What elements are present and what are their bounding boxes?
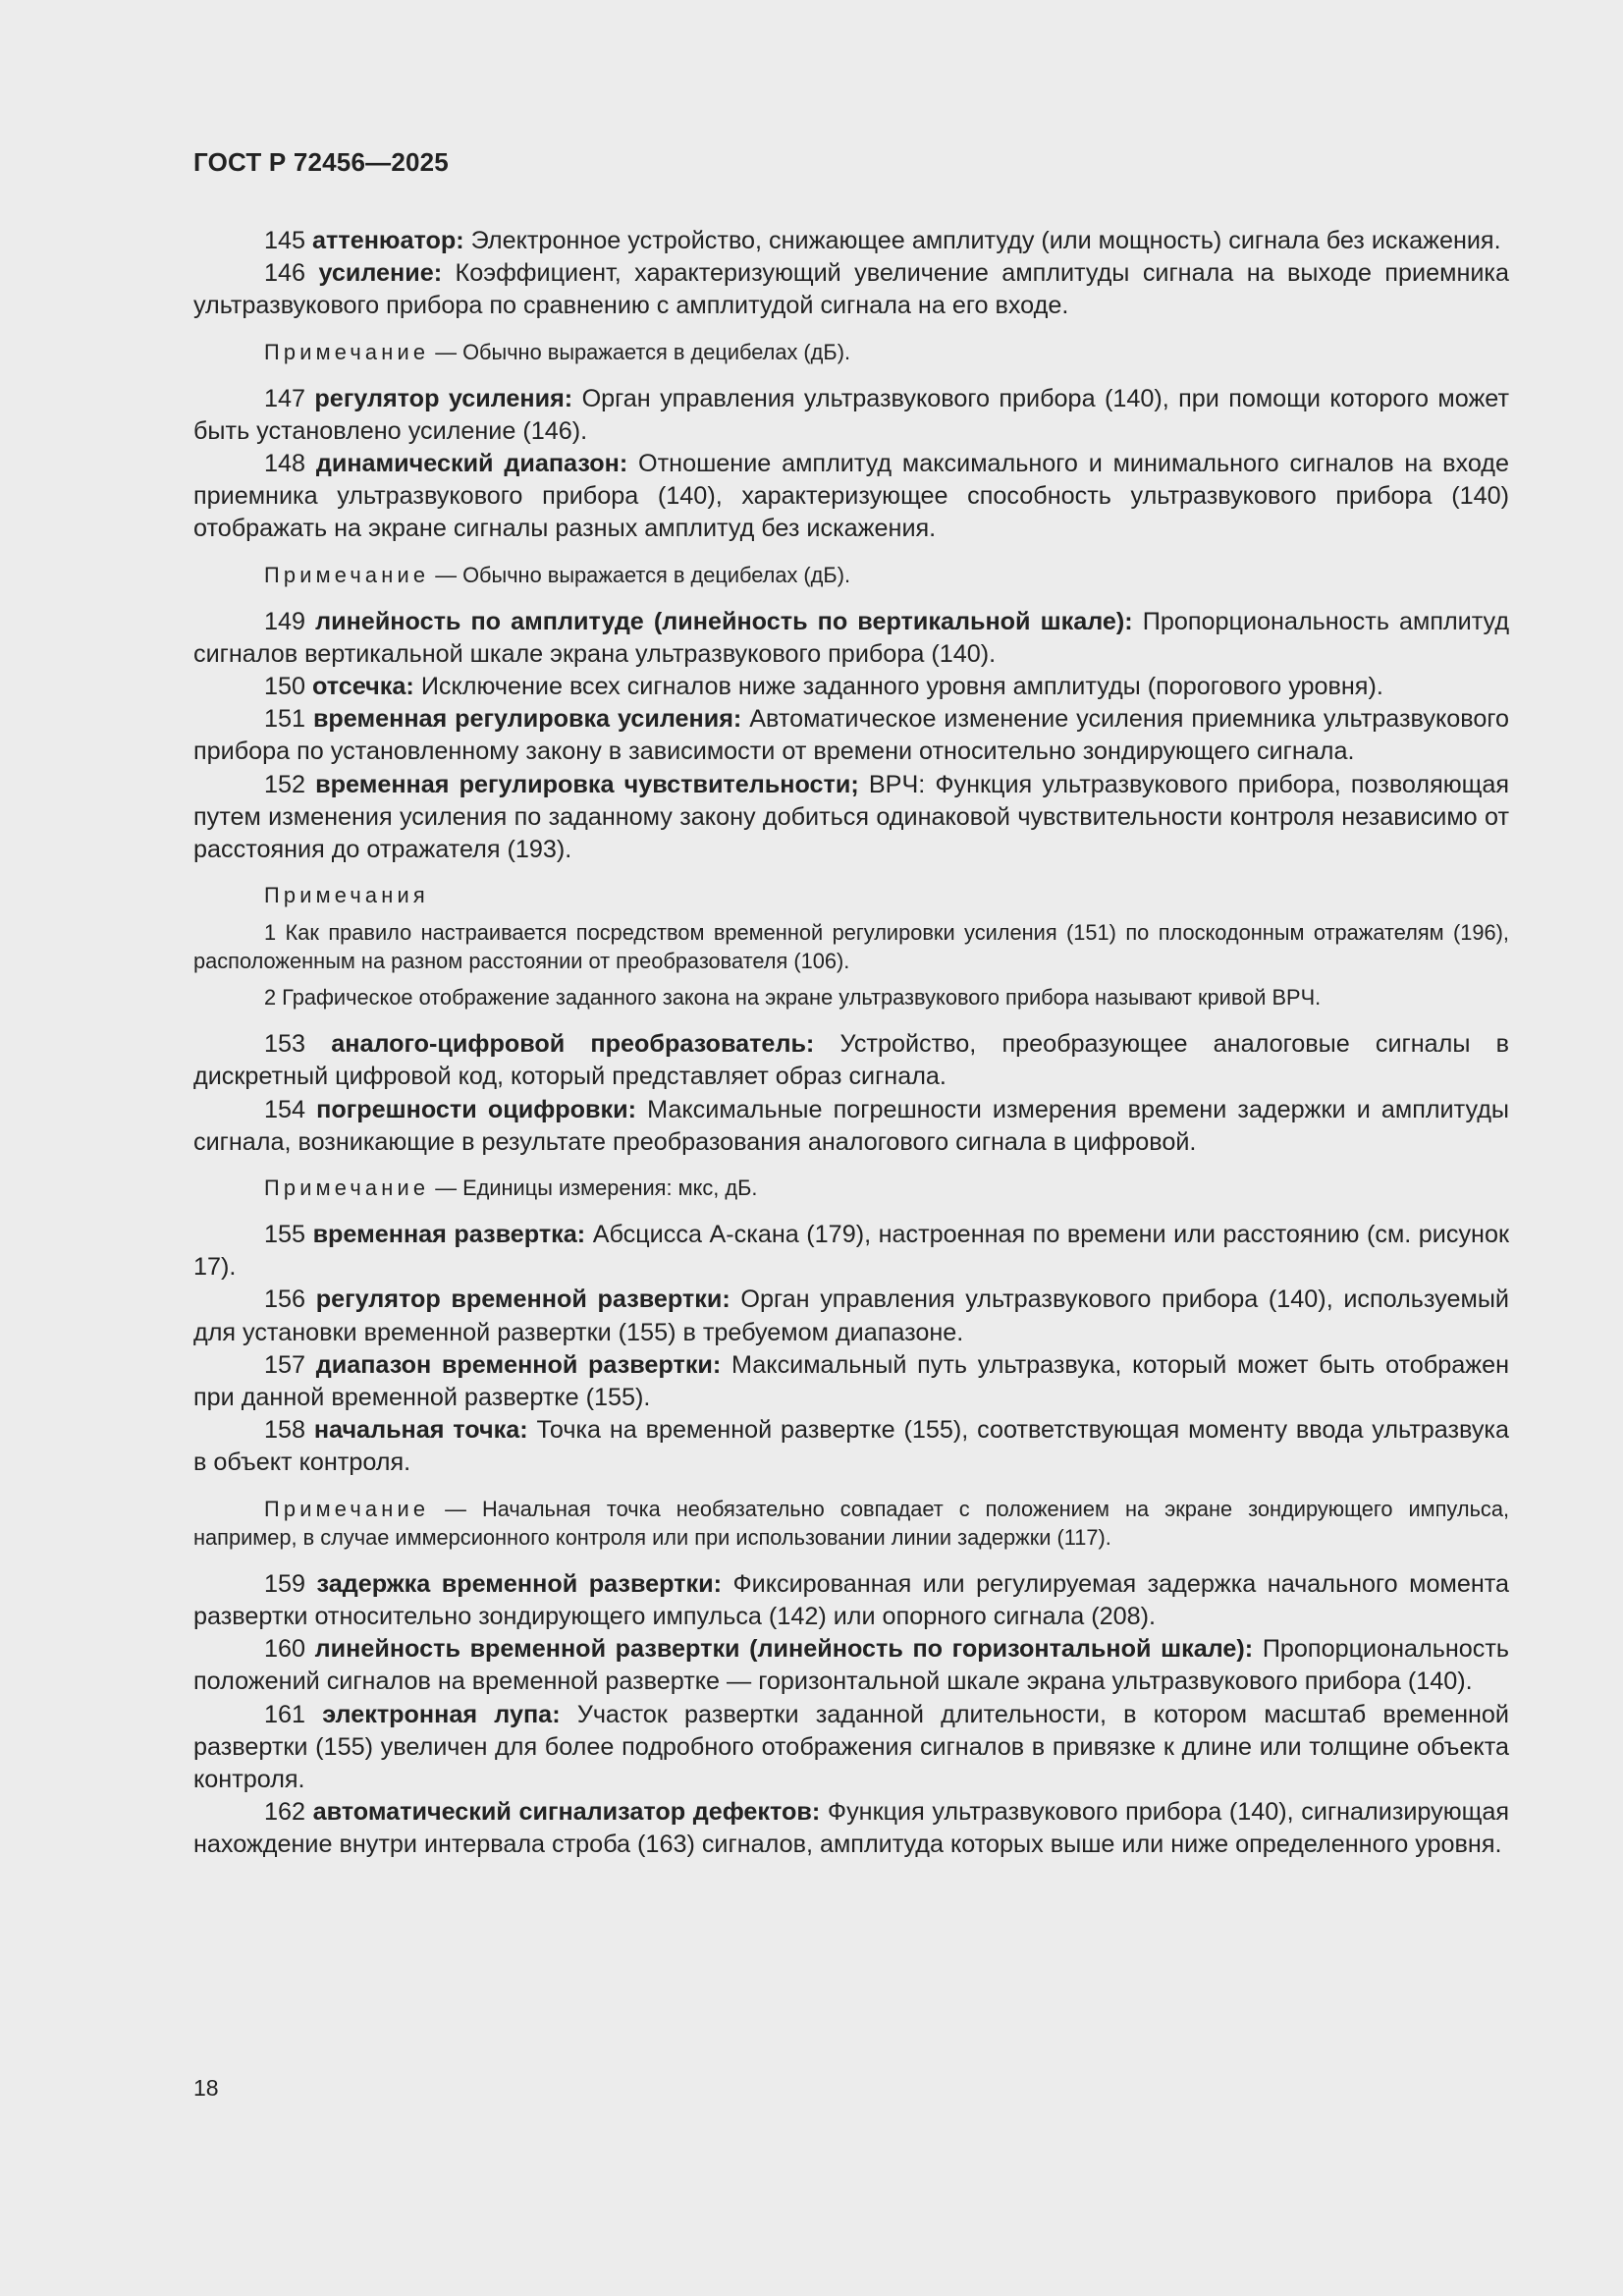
term-number: 162	[264, 1798, 306, 1827]
term-number: 148	[264, 450, 306, 478]
term-number: 147	[264, 384, 306, 412]
term-definition: Орган управления ультразвукового прибора (140), используемый для установки временной развертки (155) в требуемом диапазоне.	[193, 1285, 1509, 1346]
term-entry	[193, 671, 1509, 703]
note-label: Примечание	[264, 1175, 430, 1201]
note	[193, 561, 1509, 589]
term-definition: Коэффициент, характеризующий увеличение амплитуды сигнала на выходе приемника ультразвукового прибора по сравнению с амплитудой сигнала на его входе.	[193, 259, 1510, 320]
term-number: 153	[264, 1030, 306, 1059]
term-entry	[193, 1094, 1509, 1159]
note-block	[193, 561, 1509, 589]
term-definition: Исключение всех сигналов ниже заданного уровня амплитуды (порогового уровня).	[420, 673, 1383, 701]
term-definition: Точка на временной развертке (155), соответствующая моменту ввода ультразвука в объект контроля.	[193, 1416, 1510, 1477]
term-number: 154	[264, 1095, 306, 1123]
term-entry	[193, 257, 1509, 322]
term-number: 156	[264, 1285, 306, 1314]
term-title: задержка временной развертки:	[316, 1569, 722, 1598]
term-definition: Электронное устройство, снижающее амплитуду (или мощность) сигнала без искажения.	[470, 227, 1501, 254]
term-title: автоматический сигнализатор дефектов:	[312, 1798, 821, 1827]
term-definition: Пропорциональность положений сигналов на временной развертке — горизонтальной шкале экрана ультразвукового прибора (140).	[193, 1635, 1509, 1696]
term-number: 157	[264, 1350, 306, 1379]
term-number: 160	[264, 1635, 306, 1664]
note-label: Примечание	[264, 339, 430, 364]
term-entry	[193, 1349, 1509, 1414]
notes-label: Примечания	[264, 883, 429, 908]
term-title: линейность по амплитуде (линейность по вертикальной шкале):	[315, 607, 1133, 635]
term-title: диапазон временной развертки:	[315, 1350, 722, 1379]
document-header: ГОСТ Р 72456—2025	[193, 147, 449, 177]
term-number: 152	[264, 770, 306, 798]
note-label: Примечание	[264, 1496, 430, 1521]
term-definition: Функция ультразвукового прибора (140), сигнализирующая нахождение внутри интервала строба (163) сигналов, амплитуда которых выше или ниже определенного уровня.	[193, 1798, 1510, 1859]
note-text: — Обычно выражается в децибелах (дБ).	[435, 339, 851, 364]
notes-block	[193, 881, 1509, 1011]
note-text: — Единицы измерения: мкс, дБ.	[435, 1175, 758, 1201]
term-title: электронная лупа:	[322, 1700, 561, 1728]
term-title: аттенюатор:	[312, 227, 464, 254]
term-title: линейность временной развертки (линейность по горизонтальной шкале):	[314, 1635, 1254, 1664]
term-title: начальная точка:	[313, 1416, 528, 1445]
note-item: 1 Как правило настраивается посредством временной регулировки усиления (151) по плоскодонным отражателям (196), расположенным на разном расстоянии от преобразователя (106).	[193, 920, 1509, 974]
term-definition: Участок развертки заданной длительности, в котором масштаб временной развертки (155) увеличен для более подробного отображения сигналов в привязке к длине или толщине объекта контроля.	[193, 1700, 1509, 1793]
term-title: отсечка:	[312, 673, 414, 701]
term-entry	[193, 703, 1509, 768]
term-number: 146	[264, 259, 306, 288]
notes-heading	[193, 881, 1509, 909]
term-definition: Пропорциональность амплитуд сигналов вертикальной шкале экрана ультразвукового прибора (140).	[193, 607, 1510, 668]
note	[193, 1174, 1509, 1202]
term-title: временная развертка:	[312, 1221, 586, 1249]
term-title: регулятор усиления:	[314, 384, 573, 412]
term-entry	[193, 1633, 1509, 1698]
note-label: Примечание	[264, 562, 430, 587]
note-block	[193, 338, 1509, 366]
term-definition: ВРЧ: Функция ультразвукового прибора, позволяющая путем изменения усиления по заданному закону добиться одинаковой чувствительности контроля независимо от расстояния до отражателя (193).	[193, 770, 1509, 864]
note-block	[193, 1495, 1509, 1552]
note-text: — Обычно выражается в децибелах (дБ).	[435, 562, 851, 587]
term-number: 145	[264, 227, 306, 254]
term-definition: Отношение амплитуд максимального и минимального сигналов на входе приемника ультразвукового прибора (140), характеризующее способность ультразвукового прибора (140) отображать на экране сигналы разных амплитуд без искажения.	[193, 450, 1509, 543]
term-definition: Фиксированная или регулируемая задержка начального момента развертки относительно зондирующего импульса (142) или опорного сигнала (208).	[193, 1569, 1509, 1630]
term-entry	[193, 448, 1509, 546]
term-number: 155	[264, 1221, 306, 1249]
term-number: 149	[264, 607, 306, 635]
term-title: динамический диапазон:	[315, 450, 628, 478]
term-entry	[193, 1796, 1509, 1861]
term-entry	[193, 769, 1509, 867]
term-definition: Абсцисса А-скана (179), настроенная по времени или расстоянию (см. рисунок 17).	[193, 1221, 1509, 1282]
document-body	[193, 225, 1509, 1862]
term-title: регулятор временной развертки:	[315, 1285, 730, 1314]
term-number: 150	[264, 673, 306, 701]
term-entry	[193, 1568, 1509, 1633]
page-number: 18	[193, 2075, 219, 2101]
term-title: временная регулировка чувствительности;	[315, 770, 859, 798]
term-entry	[193, 1028, 1509, 1093]
term-definition: Максимальные погрешности измерения времени задержки и амплитуды сигнала, возникающие в результате преобразования аналогового сигнала в цифровой.	[193, 1095, 1510, 1156]
term-entry	[193, 1284, 1509, 1348]
term-title: усиление:	[318, 259, 443, 288]
term-definition: Орган управления ультразвукового прибора (140), при помощи которого может быть установлено усиление (146).	[193, 384, 1510, 445]
term-title: аналого-цифровой преобразователь:	[331, 1030, 815, 1059]
term-entry	[193, 1414, 1509, 1479]
term-number: 158	[264, 1416, 306, 1445]
term-definition: Устройство, преобразующее аналоговые сигналы в дискретный цифровой код, который представляет образ сигнала.	[193, 1030, 1510, 1091]
term-number: 161	[264, 1700, 306, 1728]
note-text: — Начальная точка необязательно совпадает с положением на экране зондирующего импульса, например, в случае иммерсионного контроля или при использовании линии задержки (117).	[193, 1496, 1509, 1550]
term-entry	[193, 225, 1509, 257]
term-number: 151	[264, 705, 306, 734]
term-entry	[193, 606, 1509, 671]
term-entry	[193, 1699, 1509, 1797]
term-entry	[193, 1219, 1509, 1284]
note	[193, 1495, 1509, 1552]
term-definition: Автоматическое изменение усиления приемника ультразвукового прибора по установленному закону в зависимости от времени относительно зондирующего сигнала.	[193, 705, 1510, 766]
note	[193, 338, 1509, 366]
note-block	[193, 1174, 1509, 1202]
term-title: погрешности оцифровки:	[316, 1095, 636, 1123]
term-definition: Максимальный путь ультразвука, который может быть отображен при данной временной развертке (155).	[193, 1350, 1510, 1412]
term-entry	[193, 383, 1509, 448]
term-title: временная регулировка усиления:	[312, 705, 742, 734]
note-item: 2 Графическое отображение заданного закона на экране ультразвукового прибора называют кривой ВРЧ.	[264, 985, 1322, 1011]
term-number: 159	[264, 1569, 306, 1598]
